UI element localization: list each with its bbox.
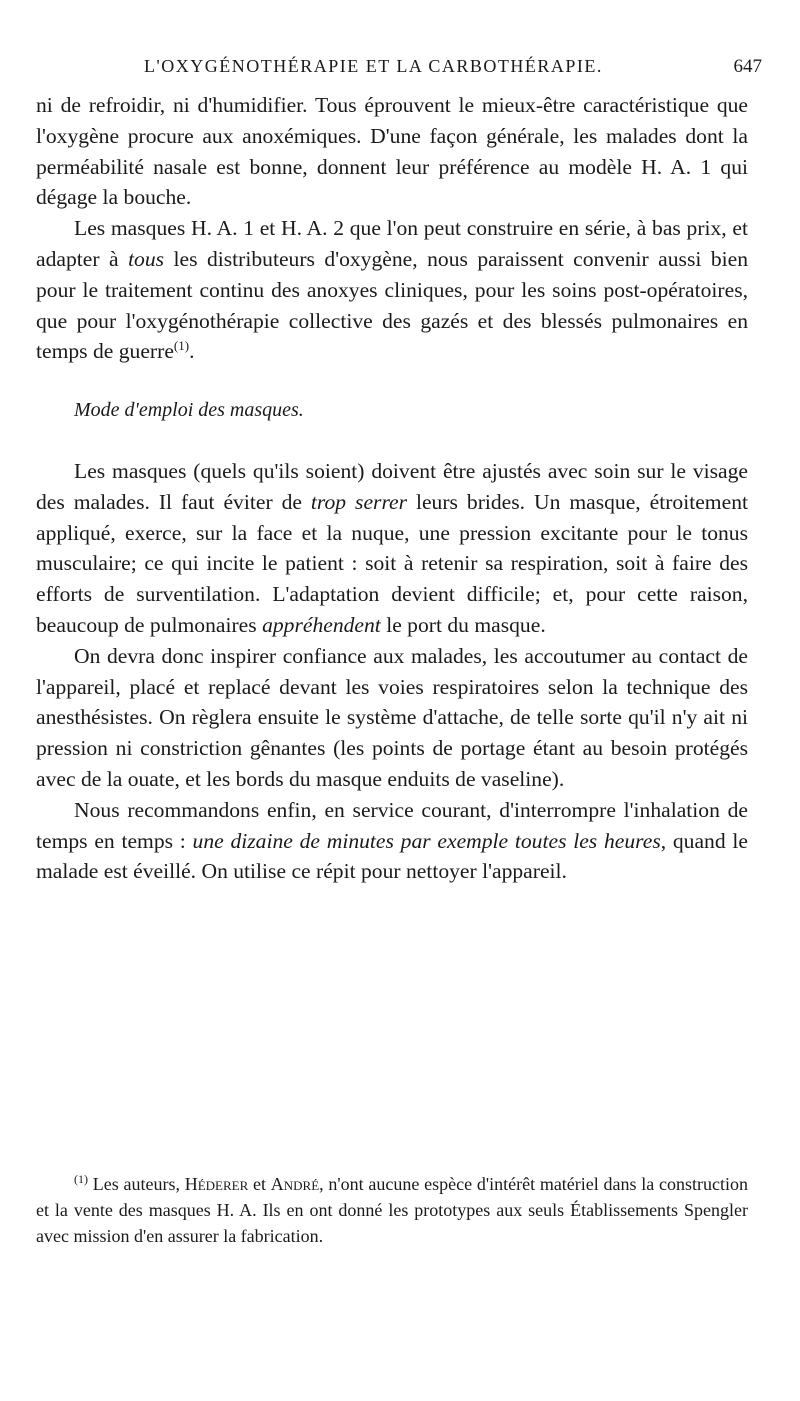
emphasis: une dizaine de minutes par exemple toutes les heures xyxy=(192,828,661,853)
text-span: , quand le malade est éveillé. On utilise ce répit pour nettoyer l'appareil. xyxy=(36,828,748,884)
author-name: Héderer xyxy=(184,1174,249,1194)
emphasis: trop serrer xyxy=(310,489,408,514)
paragraph-2 xyxy=(36,213,748,367)
body-text xyxy=(36,90,748,887)
running-title: L'OXYGÉNOTHÉRAPIE ET LA CARBOTHÉRAPIE. xyxy=(144,56,603,76)
text-span: Les auteurs, xyxy=(88,1174,185,1194)
text-span: Nous recommandons enfin, en service courant, d'interrompre l'inhalation de temps en temps : xyxy=(36,797,748,853)
emphasis: tous xyxy=(128,246,165,271)
text-span: les distributeurs d'oxygène, nous paraissent convenir aussi bien pour le traitement continu des anoxyes cliniques, pour les soins post-opératoires, que pour l'oxygénothérapie collective des gazés et des blessés pulmonaires en temps de guerre xyxy=(36,246,749,364)
running-head xyxy=(36,56,766,86)
text-span: et xyxy=(248,1174,271,1194)
paragraph-5 xyxy=(36,795,748,887)
footnote-mark: (1) xyxy=(74,1172,88,1186)
emphasis: appréhendent xyxy=(262,612,381,637)
page-number: 647 xyxy=(733,56,762,77)
paragraph-3 xyxy=(36,456,748,641)
footnote-ref[interactable]: (1) xyxy=(173,338,190,354)
text-span: le port du masque. xyxy=(380,612,546,637)
book-page xyxy=(36,0,766,1401)
author-name: André xyxy=(270,1174,320,1194)
text-span: leurs brides. Un masque, étroitement appliqué, exerce, sur la face et la nuque, une pression excitante pour le tonus musculaire; ce qui incite le patient : soit à retenir sa respiration, soit à faire des efforts de surventilation. L'adaptation devient difficile; et, pour cette raison, beaucoup de pulmonaires xyxy=(36,489,748,637)
text-span: . xyxy=(189,339,195,364)
text-span: Les masques (quels qu'ils soient) doivent être ajustés avec soin sur le visage des malades. Il faut éviter de xyxy=(36,458,748,514)
paragraph-1: ni de refroidir, ni d'humidifier. Tous éprouvent le mieux-être caractéristique que l'oxygène procure aux anoxémiques. D'une façon générale, les malades dont la perméabilité nasale est bonne, donnent leur préférence au modèle H. A. 1 qui dégage la bouche. xyxy=(36,93,748,210)
text-span: Les masques H. A. 1 et H. A. 2 que l'on peut construire en série, à bas prix, et adapter à xyxy=(36,216,748,271)
text-span: , n'ont aucune espèce d'intérêt matériel dans la construction et la vente des masques H. A. Ils en ont donné les prototypes aux seuls Établissements Spengler avec mission d'en assurer la fabrication. xyxy=(36,1174,748,1246)
paragraph-4: On devra donc inspirer confiance aux malades, les accoutumer au contact de l'appareil, placé et replacé devant les voies respiratoires selon la technique des anesthésistes. On règlera ensuite le système d'attache, de telle sorte qu'il n'y ait ni pression ni constriction gênantes (les points de portage étant au besoin protégés avec de la ouate, et les bords du masque enduits de vaseline). xyxy=(36,643,748,791)
section-heading: Mode d'emploi des masques. xyxy=(74,399,304,422)
footnote xyxy=(36,1172,748,1249)
